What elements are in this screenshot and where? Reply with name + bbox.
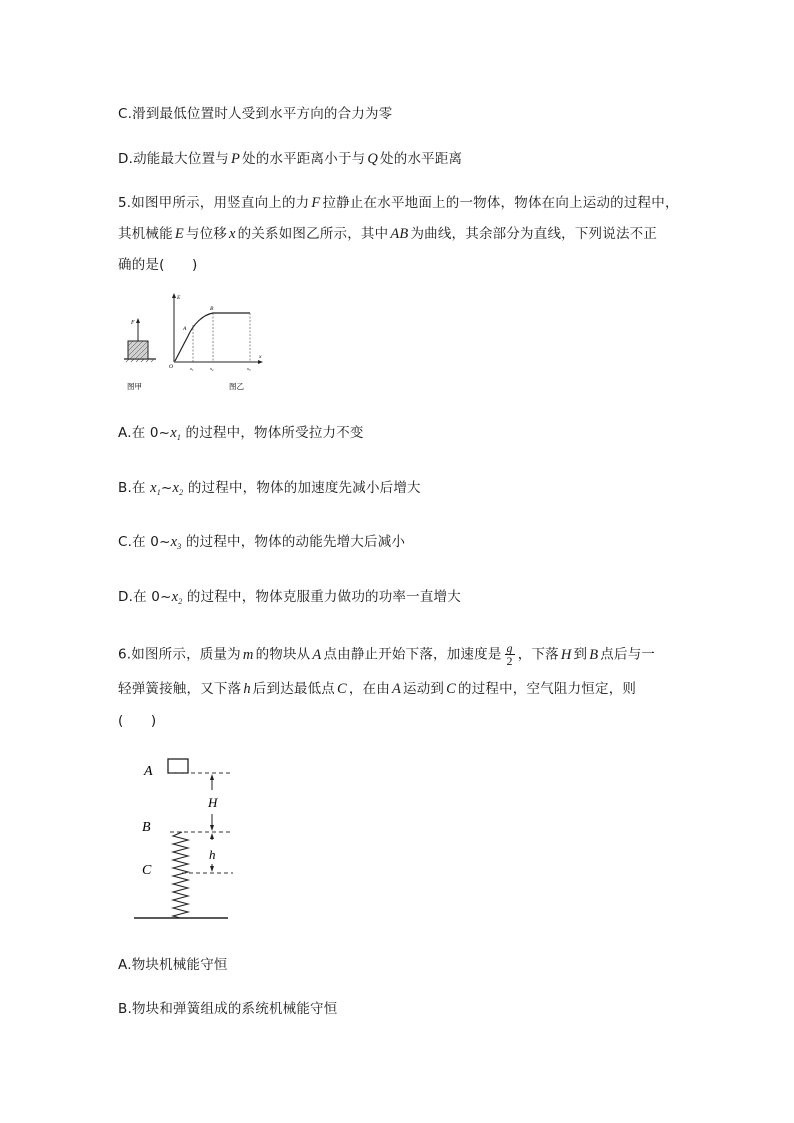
- svg-text:E: E: [177, 295, 181, 301]
- svg-text:H: H: [208, 795, 218, 810]
- svg-text:x2: $x_2$: [210, 366, 214, 372]
- q4-option-c: C.滑到最低位置时人受到水平方向的合力为零: [118, 106, 393, 122]
- svg-text:x3: $x_3$: [247, 366, 251, 372]
- q6-stem-line-1: 6.如图所示，质量为 m 的物块从 A 点由静止开始下落，加速度是 $\frac{g}{2}$ ，下落 H 到 B 点后与一: [118, 641, 656, 668]
- figure-jia-caption: 图甲: [127, 382, 142, 391]
- svg-text:A: A: [183, 326, 187, 332]
- q5-option-c: C.在 $0\sim x_3$ 的过程中，物体的动能先增大后减小: [118, 534, 406, 551]
- svg-text:A: A: [144, 764, 153, 779]
- q6-stem-line-3: ( ): [118, 713, 157, 729]
- dimension-h-lower: [209, 833, 216, 872]
- fraction-g-over-2: $\frac{g}{2}$: [506, 641, 513, 668]
- q6-option-b: B.物块和弹簧组成的系统机械能守恒: [118, 1001, 338, 1017]
- svg-text:x1: $x_1$: [190, 366, 194, 372]
- q4-option-d: D.动能最大位置与 P 处的水平距离小于与 Q 处的水平距离: [118, 151, 463, 167]
- svg-text:B: B: [142, 820, 151, 835]
- q6-option-a: A.物块机械能守恒: [118, 957, 228, 973]
- block-a: [168, 759, 188, 773]
- q6-figure: [130, 752, 250, 928]
- figure-jia: [124, 318, 156, 391]
- q5-option-a: A.在 $0\sim x_1$ 的过程中，物体所受拉力不变: [118, 425, 364, 442]
- q6-stem-line-2: 轻弹簧接触，又下落 h 后到达最低点 C ，在由 A 运动到 C 的过程中，空气阻力恒定，则: [118, 681, 637, 697]
- force-label: F: [131, 320, 135, 326]
- spring: [173, 832, 188, 918]
- figure-yi-caption: 图乙: [229, 382, 244, 391]
- energy-curve: [175, 313, 250, 361]
- q5-stem-line-3: 确的是( ): [118, 257, 198, 273]
- svg-text:B: B: [210, 306, 214, 312]
- q5-option-b: B.在 $x_1\sim x_2$ 的过程中，物体的加速度先减小后增大: [118, 480, 421, 497]
- svg-text:h: h: [209, 847, 216, 862]
- svg-text:C: C: [142, 863, 152, 878]
- q5-figure: [118, 288, 278, 398]
- q5-stem-line-2: 其机械能 E 与位移 x 的关系如图乙所示，其中 AB 为曲线，其余部分为直线，下列说法不正: [118, 226, 658, 242]
- q5-stem-line-1: 5.如图甲所示，用竖直向上的力 F 拉静止在水平地面上的一物体，物体在向上运动的过程中，: [118, 195, 679, 211]
- svg-text:x: x: [259, 354, 262, 360]
- svg-text:O: O: [169, 364, 173, 370]
- figure-yi: [169, 293, 263, 391]
- q5-option-d: D.在 $0\sim x_2$ 的过程中，物体克服重力做功的功率一直增大: [118, 589, 461, 606]
- dimension-h-upper: [207, 774, 218, 831]
